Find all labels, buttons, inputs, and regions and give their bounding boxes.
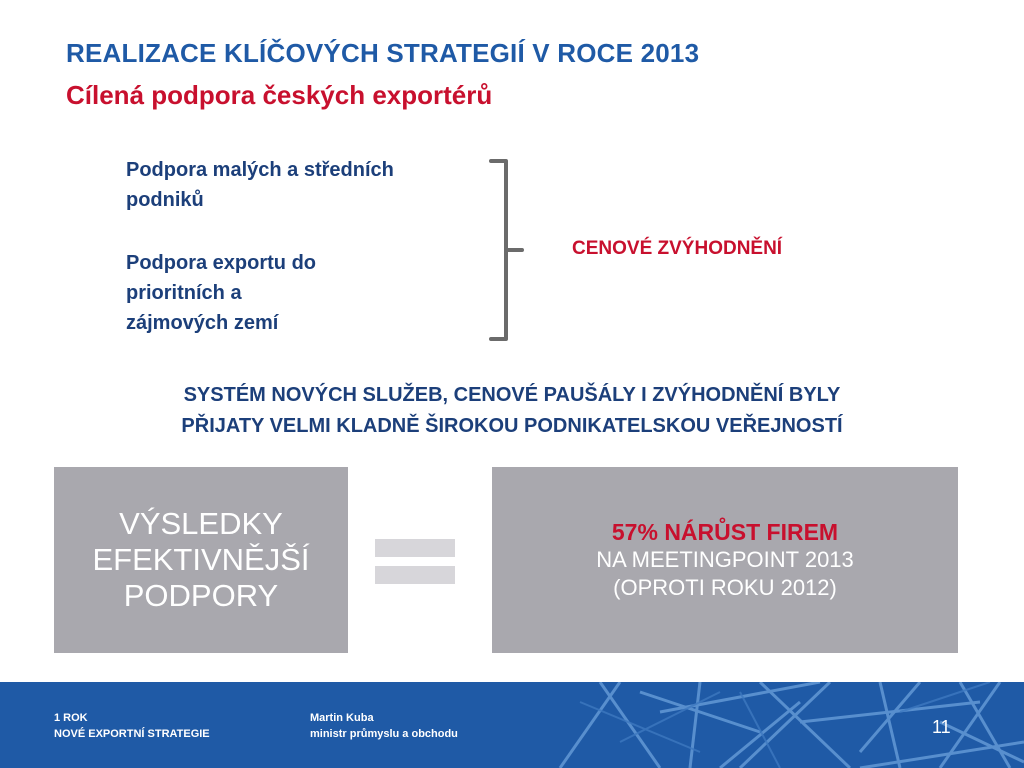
equals-bar-top: [375, 539, 455, 557]
support-item-sme-line1: Podpora malých a středních: [126, 159, 394, 181]
support-item-priority-export: [126, 248, 386, 338]
footer-program-line2: NOVÉ EXPORTNÍ STRATEGIE: [54, 728, 210, 740]
footer-author-role: ministr průmyslu a obchodu: [310, 728, 458, 740]
results-line3: PODPORY: [123, 578, 279, 613]
statement-line1: SYSTÉM NOVÝCH SLUŽEB, CENOVÉ PAUŠÁLY I ZVÝHODNĚNÍ BYLY: [183, 384, 841, 406]
growth-line1: NA MEETINGPOINT 2013: [596, 547, 854, 572]
results-line2: EFEKTIVNĚJŠÍ: [92, 542, 310, 577]
statement-text: [40, 380, 984, 442]
support-item-priority-line3: zájmových zemí: [126, 312, 279, 334]
support-item-sme-line2: podniků: [126, 189, 204, 211]
results-line1: VÝSLEDKY: [119, 506, 283, 541]
slide-title: REALIZACE KLÍČOVÝCH STRATEGIÍ V ROCE 2013: [66, 38, 700, 68]
equals-bar-bottom: [375, 566, 455, 584]
page-number: 11: [932, 717, 951, 737]
curly-bracket-icon: [488, 158, 528, 344]
results-box: [54, 467, 348, 653]
footer-program-line1: 1 ROK: [54, 712, 88, 724]
growth-line2: (OPROTI ROKU 2012): [613, 575, 837, 600]
slide-subtitle: Cílená podpora českých exportérů: [66, 80, 493, 110]
price-advantage-label: CENOVÉ ZVÝHODNĚNÍ: [572, 238, 783, 259]
statement-line2: PŘIJATY VELMI KLADNĚ ŠIROKOU PODNIKATELSKOU VEŘEJNOSTÍ: [181, 415, 843, 437]
support-item-priority-line2: prioritních a: [126, 282, 242, 304]
growth-highlight: 57% NÁRŮST FIREM: [611, 519, 839, 545]
support-item-priority-line1: Podpora exportu do: [126, 252, 316, 274]
footer-bar: [0, 682, 1024, 768]
support-item-sme: [126, 155, 486, 215]
footer-program: [54, 710, 210, 742]
footer-author-name: Martin Kuba: [310, 712, 374, 724]
growth-box: [492, 467, 958, 653]
footer-author: [310, 710, 458, 742]
